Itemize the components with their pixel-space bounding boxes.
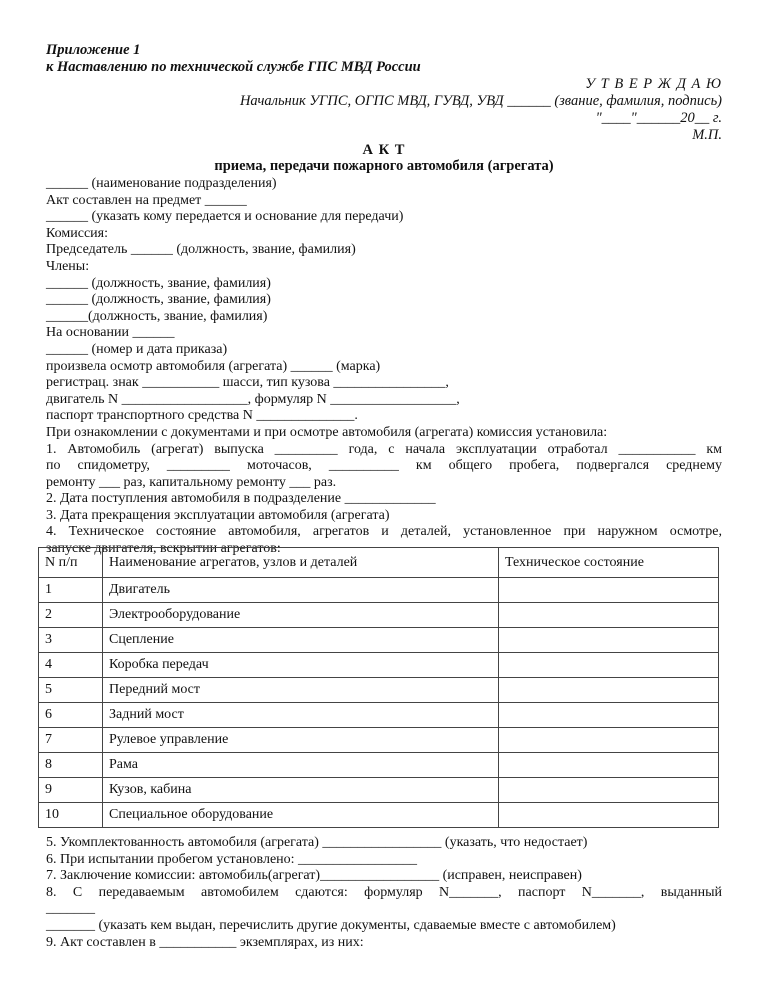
- condition-cell: [499, 653, 719, 678]
- table-row: [39, 678, 719, 703]
- appendix-label: Приложение 1: [46, 42, 141, 58]
- paragraph-8-line: 8. С передаваемым автомобилем сдаются: формуляр N_______, паспорт N_______, выданный: [46, 884, 722, 900]
- body-line: ______ (указать кому передается и основание для передачи): [46, 209, 404, 225]
- table-row: [39, 753, 719, 778]
- body-line: произвела осмотр автомобиля (агрегата) ______ (марка): [46, 358, 381, 374]
- technical-condition-table: [38, 547, 719, 828]
- body-line: Акт составлен на предмет ______: [46, 192, 247, 208]
- table-header-cell: Наименование агрегатов, узлов и деталей: [103, 548, 499, 578]
- row-number: 7: [39, 728, 103, 753]
- component-name: Специальное оборудование: [103, 803, 499, 828]
- seal-label: М.П.: [692, 127, 722, 143]
- body-line: Члены:: [46, 258, 90, 274]
- table-row: [39, 578, 719, 603]
- paragraph-2: 2. Дата поступления автомобиля в подразделение _____________: [46, 491, 436, 507]
- row-number: 10: [39, 803, 103, 828]
- component-name: Электрооборудование: [103, 603, 499, 628]
- row-number: 4: [39, 653, 103, 678]
- component-name: Коробка передач: [103, 653, 499, 678]
- condition-cell: [499, 778, 719, 803]
- body-line: ______ (должность, звание, фамилия): [46, 292, 271, 308]
- paragraph-1-line: 1. Автомобиль (агрегат) выпуска _________ года, с начала эксплуатации отработал ___________ км: [46, 441, 722, 457]
- condition-cell: [499, 728, 719, 753]
- body-line: ______ (номер и дата приказа): [46, 341, 228, 357]
- approve-label: У Т В Е Р Ж Д А Ю: [585, 76, 722, 92]
- body-line: двигатель N __________________, формуляр N __________________,: [46, 391, 460, 407]
- condition-cell: [499, 803, 719, 828]
- table-header-cell: N п/п: [39, 548, 103, 578]
- body-line: При ознакомлении с документами и при осмотре автомобиля (агрегата) комиссия установила:: [46, 424, 608, 440]
- approval-date: "____"______20__ г.: [595, 110, 722, 126]
- table-row: [39, 653, 719, 678]
- table-row: [39, 703, 719, 728]
- body-section: [46, 176, 722, 558]
- condition-cell: [499, 603, 719, 628]
- component-name: Рама: [103, 753, 499, 778]
- body-line: Комиссия:: [46, 225, 108, 241]
- body-line: паспорт транспортного средства N ______________.: [46, 408, 358, 424]
- paragraph-1-line: по спидометру, _________ моточасов, __________ км общего пробега, подвергался среднему: [46, 458, 722, 474]
- body-line: ______ (наименование подразделения): [46, 176, 277, 191]
- row-number: 6: [39, 703, 103, 728]
- body-line: регистрац. знак ___________ шасси, тип кузова ________________,: [46, 375, 449, 391]
- body-line: На основании ______: [46, 325, 175, 341]
- row-number: 2: [39, 603, 103, 628]
- condition-cell: [499, 578, 719, 603]
- paragraph-7: 7. Заключение комиссии: автомобиль(агрегат)_________________ (исправен, неисправен): [46, 868, 582, 884]
- footer-section: [46, 835, 722, 951]
- table-header-row: [39, 548, 719, 578]
- row-number: 5: [39, 678, 103, 703]
- component-name: Рулевое управление: [103, 728, 499, 753]
- body-line: ______ (должность, звание, фамилия): [46, 275, 271, 291]
- component-name: Двигатель: [103, 578, 499, 603]
- table-row: [39, 603, 719, 628]
- paragraph-4-line: запуске двигателя, вскрытии агрегатов:: [46, 541, 281, 557]
- row-number: 8: [39, 753, 103, 778]
- row-number: 1: [39, 578, 103, 603]
- paragraph-4-line: 4. Техническое состояние автомобиля, агрегатов и деталей, установленное при наружном осмотре,: [46, 524, 722, 540]
- body-line: Председатель ______ (должность, звание, фамилия): [46, 242, 356, 258]
- paragraph-3: 3. Дата прекращения эксплуатации автомобиля (агрегата): [46, 507, 390, 523]
- component-name: Кузов, кабина: [103, 778, 499, 803]
- table-row: [39, 803, 719, 828]
- document-subtitle: приема, передачи пожарного автомобиля (агрегата): [214, 158, 554, 174]
- table-row: [39, 728, 719, 753]
- condition-cell: [499, 703, 719, 728]
- appendix-reference: к Наставлению по технической службе ГПС МВД России: [46, 59, 421, 75]
- component-name: Сцепление: [103, 628, 499, 653]
- paragraph-8-line: _______: [46, 901, 95, 917]
- row-number: 9: [39, 778, 103, 803]
- paragraph-5: 5. Укомплектованность автомобиля (агрегата) _________________ (указать, что недостает): [46, 835, 588, 850]
- table-row: [39, 628, 719, 653]
- paragraph-1-line: ремонту ___ раз, капитальному ремонту ___ раз.: [46, 474, 337, 490]
- document-title: А К Т: [362, 142, 406, 158]
- condition-cell: [499, 753, 719, 778]
- table-header-cell: Техническое состояние: [499, 548, 719, 578]
- condition-cell: [499, 678, 719, 703]
- row-number: 3: [39, 628, 103, 653]
- paragraph-6: 6. При испытании пробегом установлено: _________________: [46, 851, 418, 867]
- component-name: Передний мост: [103, 678, 499, 703]
- chief-signature-line: Начальник УГПС, ОГПС МВД, ГУВД, УВД ______ (звание, фамилия, подпись): [239, 93, 722, 109]
- paragraph-9: 9. Акт составлен в ___________ экземплярах, из них:: [46, 934, 364, 950]
- body-line: ______(должность, звание, фамилия): [46, 308, 268, 324]
- condition-cell: [499, 628, 719, 653]
- paragraph-8-line: _______ (указать кем выдан, перечислить другие документы, сдаваемые вместе с автомобилем): [46, 917, 616, 933]
- table-row: [39, 778, 719, 803]
- component-name: Задний мост: [103, 703, 499, 728]
